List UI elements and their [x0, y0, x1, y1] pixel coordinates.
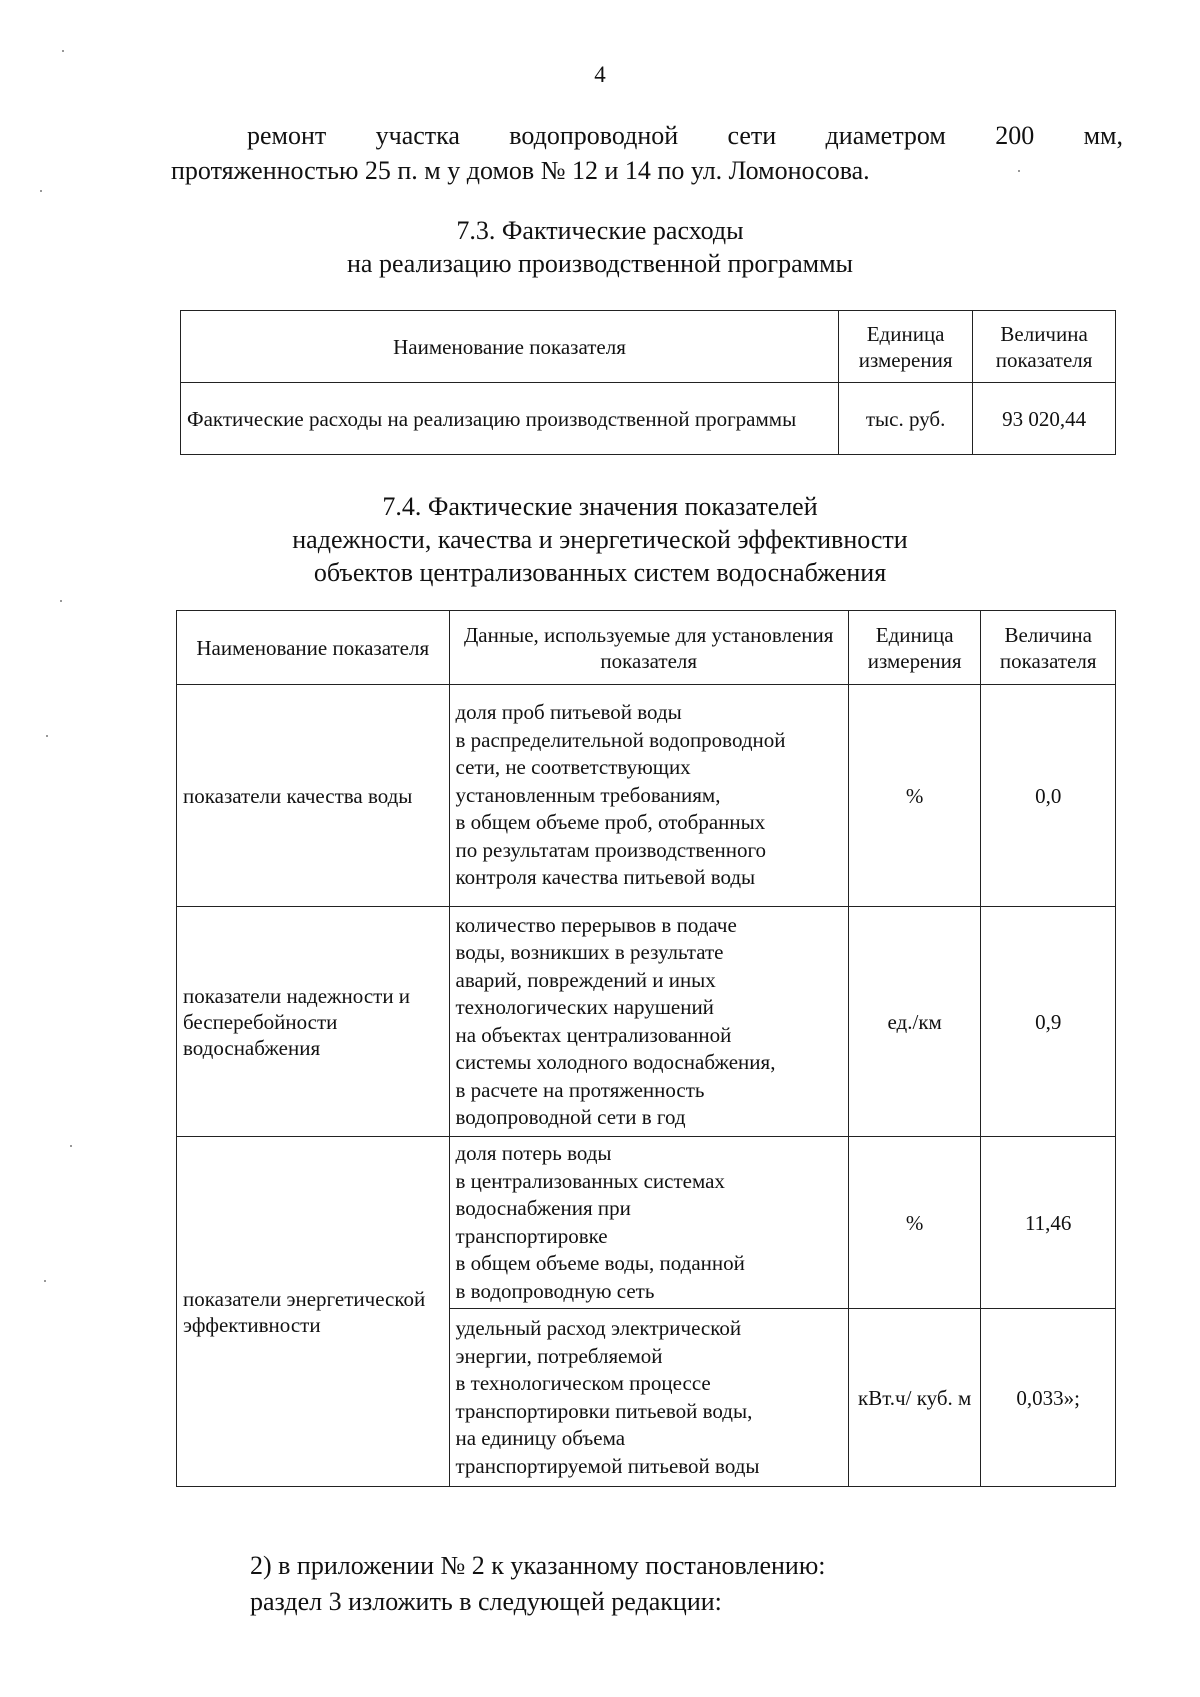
scan-speck	[44, 1280, 46, 1282]
table-row	[181, 383, 1116, 455]
table-row	[177, 685, 1116, 907]
indicator-data-cell	[449, 1137, 848, 1309]
intro-word: диаметром	[825, 121, 946, 150]
closing-line: 2) в приложении № 2 к указанному постановлению:	[250, 1551, 826, 1580]
unit-cell: ед./км	[848, 907, 980, 1137]
heading-line: 7.4. Фактические значения показателей	[382, 492, 818, 521]
header-cell: Данные, используемые для установления показателя	[449, 611, 848, 685]
data-line: водопроводной сети в год	[455, 1105, 686, 1129]
header-cell: Наименование показателя	[181, 311, 839, 383]
indicator-name-cell: Фактические расходы на реализацию производственной программы	[181, 383, 839, 455]
data-line: количество перерывов в подаче	[455, 912, 737, 937]
data-line: в централизованных системах	[455, 1168, 725, 1193]
indicator-group-cell: показатели качества воды	[177, 685, 450, 907]
data-line: в водопроводную сеть	[455, 1278, 655, 1303]
data-line: сети, не соответствующих	[455, 755, 691, 780]
data-line: в общем объеме воды, поданной	[455, 1251, 745, 1275]
expenses-table	[180, 310, 1116, 455]
data-line: доля потерь воды	[455, 1141, 612, 1165]
data-line: технологических нарушений	[455, 995, 714, 1019]
heading-line: 7.3. Фактические расходы	[456, 216, 744, 245]
data-line: по результатам производственного	[455, 837, 767, 862]
intro-paragraph	[171, 118, 1123, 188]
indicators-table	[176, 610, 1116, 1487]
intro-word: ремонт	[247, 121, 327, 150]
header-cell: Единица измерения	[848, 611, 980, 685]
intro-line-2: протяженностью 25 п. м у домов № 12 и 14 по ул. Ломоносова.	[171, 156, 870, 185]
unit-cell: тыс. руб.	[839, 383, 973, 455]
section-7-3-heading	[0, 214, 1200, 280]
value-cell: 93 020,44	[973, 383, 1116, 455]
unit-cell: %	[848, 685, 980, 907]
section-7-4-heading	[0, 490, 1200, 589]
data-line: в расчете на протяженность	[455, 1077, 705, 1102]
intro-word: водопроводной	[509, 121, 679, 150]
indicator-group-cell: показатели энергетической эффективности	[177, 1137, 450, 1487]
value-cell: 0,9	[981, 907, 1116, 1137]
intro-word: сети	[727, 121, 777, 150]
intro-word: 200	[995, 121, 1035, 150]
value-cell: 11,46	[981, 1137, 1116, 1309]
indicator-group-cell: показатели надежности и бесперебойности водоснабжения	[177, 907, 450, 1137]
data-line: установленным требованиям,	[455, 782, 721, 807]
page-number: 4	[594, 62, 606, 87]
data-line: системы холодного водоснабжения,	[455, 1050, 776, 1074]
data-line: водоснабжения при	[455, 1196, 631, 1220]
data-line: на объектах централизованной	[455, 1022, 732, 1047]
closing-line: раздел 3 изложить в следующей редакции:	[250, 1587, 722, 1616]
data-line: транспортируемой питьевой воды	[455, 1453, 760, 1478]
unit-cell: кВт.ч/ куб. м	[848, 1309, 980, 1487]
table-row	[177, 907, 1116, 1137]
intro-word: мм,	[1083, 121, 1123, 150]
scan-speck	[70, 1145, 72, 1147]
heading-line: на реализацию производственной программы	[346, 249, 853, 278]
data-line: контроля качества питьевой воды	[455, 865, 756, 890]
data-line: энергии, потребляемой	[455, 1343, 663, 1368]
scan-speck	[1018, 170, 1020, 172]
unit-cell: %	[848, 1137, 980, 1309]
header-cell: Величина показателя	[973, 311, 1116, 383]
indicator-data-cell	[449, 1309, 848, 1487]
table-row	[177, 1137, 1116, 1309]
indicator-data-cell	[449, 907, 848, 1137]
scan-speck	[62, 50, 64, 52]
closing-paragraph	[250, 1548, 825, 1620]
scan-speck	[46, 735, 48, 737]
header-cell: Величина показателя	[981, 611, 1116, 685]
header-cell: Единица измерения	[839, 311, 973, 383]
data-line: транспортировке	[455, 1223, 608, 1248]
heading-line: объектов централизованных систем водоснабжения	[313, 558, 887, 587]
intro-line-1	[171, 118, 1123, 153]
scan-speck	[60, 600, 62, 602]
header-cell: Наименование показателя	[177, 611, 450, 685]
data-line: на единицу объема	[455, 1426, 626, 1450]
data-line: в технологическом процессе	[455, 1371, 711, 1395]
value-cell: 0,0	[981, 685, 1116, 907]
data-line: транспортировки питьевой воды,	[455, 1398, 753, 1423]
table-header-row	[177, 611, 1116, 685]
data-line: в распределительной водопроводной	[455, 727, 786, 752]
data-line: в общем объеме проб, отобранных	[455, 810, 766, 835]
indicator-data-cell	[449, 685, 848, 907]
data-line: доля проб питьевой воды	[455, 700, 682, 725]
intro-word: участка	[375, 121, 460, 150]
data-line: аварий, повреждений и иных	[455, 967, 716, 992]
scan-speck	[40, 190, 42, 192]
table-header-row	[181, 311, 1116, 383]
heading-line: надежности, качества и энергетической эффективности	[292, 525, 908, 554]
data-line: удельный расход электрической	[455, 1316, 742, 1340]
data-line: воды, возникших в результате	[455, 940, 724, 964]
value-cell: 0,033»;	[981, 1309, 1116, 1487]
